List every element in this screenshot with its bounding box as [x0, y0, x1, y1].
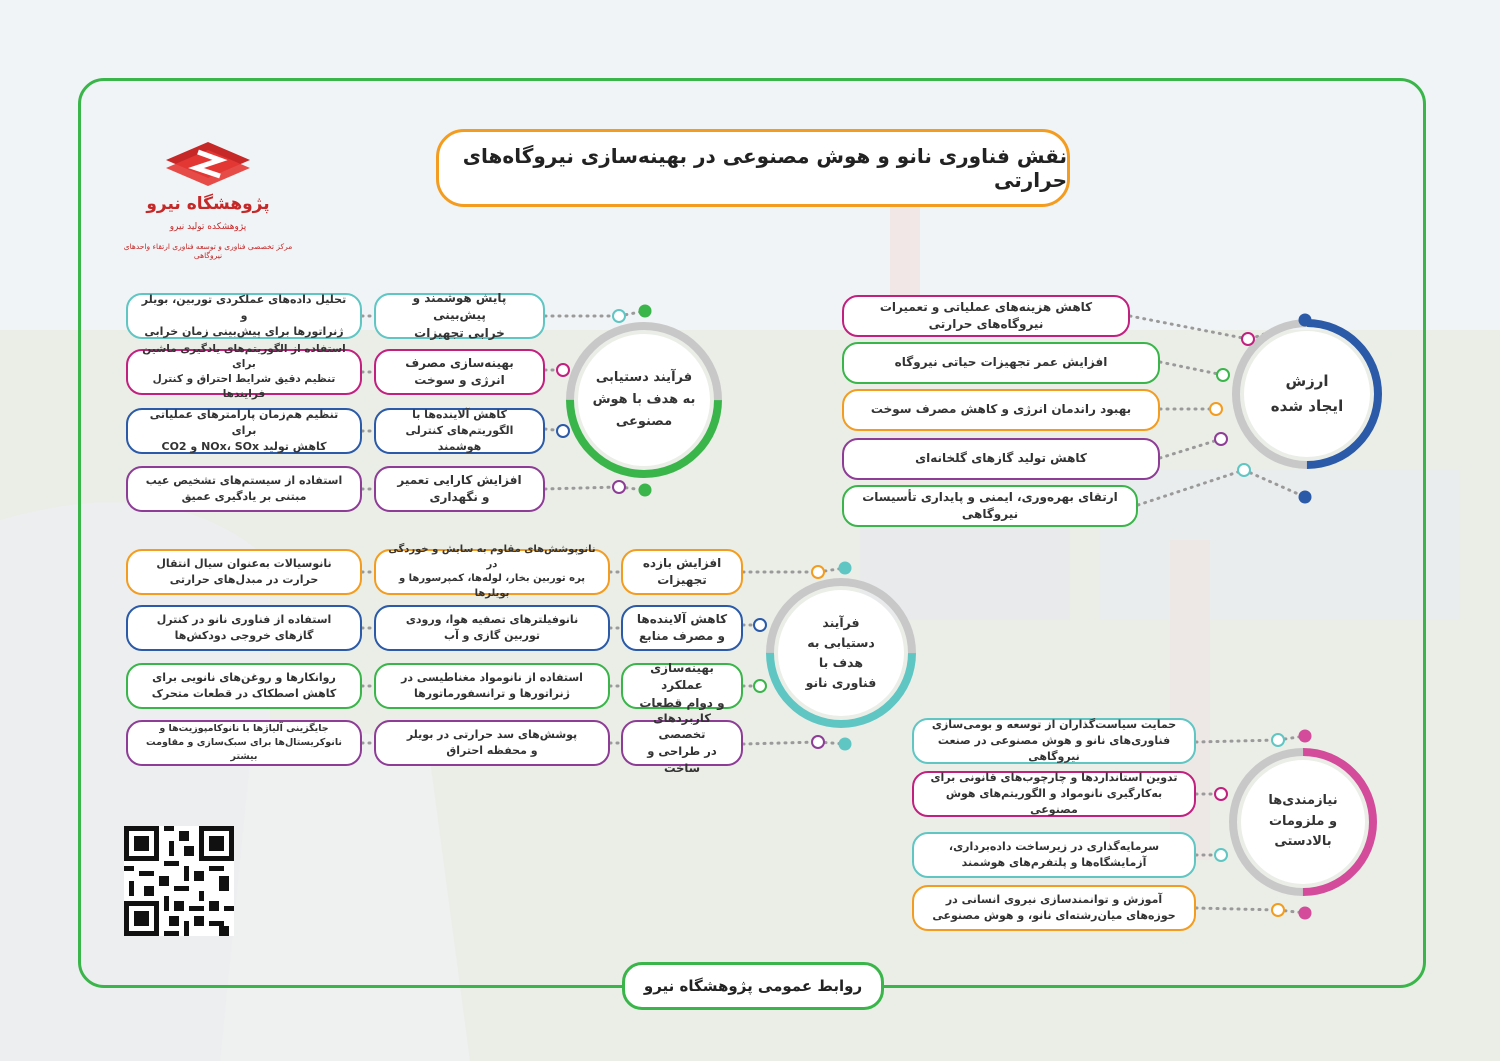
value-item-4	[842, 438, 1160, 480]
requirements-hub	[1241, 760, 1365, 884]
value-hub	[1244, 331, 1370, 457]
value-dot	[1241, 332, 1255, 346]
requirement-item-label: حمایت سیاست‌گذاران از توسعه و بومی‌سازی فناوری‌های نانو و هوش مصنوعی در صنعت نیروگاهی	[931, 718, 1177, 763]
requirements-dot	[1214, 848, 1228, 862]
ai-goal-4	[374, 466, 545, 512]
ai-method-label: تنظیم هم‌زمان پارامترهای عملیاتی برای کاهش تولید NOx، SOx و CO2	[149, 408, 339, 453]
nano-goal-label: کاهش آلاینده‌ها و مصرف منابع	[636, 611, 728, 643]
logo-subtitle: پژوهشکده تولید نیرو	[169, 222, 247, 232]
requirements-dot	[1214, 787, 1228, 801]
ai-goal-3	[374, 408, 545, 454]
requirement-item-label: سرمایه‌گذاری در زیرساخت داده‌برداری، آزمایشگاه‌ها و پلتفرم‌های هوشمند	[948, 840, 1160, 869]
nano-hub-label: فرآیند دستیابی به هدف با فناوری نانو	[805, 615, 877, 690]
ai-goal-1	[374, 290, 545, 340]
nano-dot	[753, 679, 767, 693]
value-item-2	[842, 342, 1160, 384]
ai-goal-label: کاهش آلاینده‌ها با الگوریتم‌های کنترلی هوشمند	[405, 408, 514, 453]
logo-name: پژوهشگاه نیرو	[146, 194, 270, 214]
nano-goal-label: کاربردهای تخصصی در طراحی و ساخت	[647, 710, 717, 775]
footer-label: روابط عمومی پژوهشگاه نیرو	[622, 962, 884, 1010]
nano-dot	[811, 735, 825, 749]
nano-method-2	[374, 605, 610, 651]
nano-dot	[753, 618, 767, 632]
ai-method-label: استفاده از الگوریتم‌های یادگیری ماشین برای تنظیم دقیق شرایط احتراق و کنترل فرایندها	[142, 342, 346, 401]
nano-dot-top	[839, 562, 852, 575]
value-item-label: ارتقای بهره‌وری، ایمنی و پایداری تأسیسات نیروگاهی	[862, 489, 1118, 521]
nano-goal-2	[621, 605, 743, 651]
qr-code	[124, 826, 234, 936]
ai-dot-bottom	[639, 484, 652, 497]
value-item-5	[842, 485, 1138, 527]
ai-dot	[612, 309, 626, 323]
nano-method-3	[374, 663, 610, 709]
ai-method-3	[126, 408, 362, 454]
nano-goal-4	[621, 710, 743, 775]
value-item-1	[842, 295, 1130, 337]
nano-method-label: نانوپوشش‌های مقاوم به سایش و خوردگی در پره توربین بخار، لوله‌ها، کمپرسورها و بویلرها	[388, 544, 596, 599]
requirement-item-label: تدوین استانداردها و چارچوب‌های قانونی برای به‌کارگیری نانومواد و الگوریتم‌های هوش مصنوعی	[930, 771, 1178, 816]
value-dot	[1214, 432, 1228, 446]
ai-goal-label: افزایش کارایی تعمیر و نگهداری	[397, 472, 522, 504]
value-item-3	[842, 389, 1160, 431]
requirements-hub-label: نیازمندی‌ها و ملزومات بالادستی	[1268, 792, 1338, 850]
page-title: نقش فناوری نانو و هوش مصنوعی در بهینه‌سازی نیروگاه‌های حرارتی	[436, 129, 1070, 207]
nano-goal-label: بهینه‌سازی عملکرد و دوام قطعات	[639, 660, 725, 710]
requirement-item-3	[912, 832, 1196, 878]
value-item-label: کاهش هزینه‌های عملیاتی و تعمیرات نیروگاه‌های حرارتی	[879, 299, 1093, 331]
ai-dot-top	[639, 305, 652, 318]
nano-hub	[778, 590, 904, 716]
logo-tagline: مرکز تخصصی فناوری و توسعه فناوری ارتقاء واحدهای نیروگاهی	[123, 242, 293, 260]
nano-dot-bottom	[839, 738, 852, 751]
nano-outer-label: استفاده از فناوری نانو در کنترل گازهای خروجی دودکش‌ها	[156, 613, 332, 642]
requirement-item-2	[912, 771, 1196, 817]
value-item-label: بهبود راندمان انرژی و کاهش مصرف سوخت	[870, 402, 1132, 417]
ai-method-1	[126, 293, 362, 339]
nano-method-1	[374, 544, 610, 599]
ai-goal-2	[374, 349, 545, 395]
value-item-label: افزایش عمر تجهیزات حیاتی نیروگاه	[894, 355, 1108, 370]
value-dot	[1237, 463, 1251, 477]
value-hub-label: ارزش ایجاد شده	[1270, 371, 1344, 415]
nano-outer-4	[126, 720, 362, 766]
nano-dot	[811, 565, 825, 579]
requirements-dot-bottom	[1299, 907, 1312, 920]
nano-outer-label: روانکارها و روغن‌های نانویی برای کاهش اصطکاک در قطعات متحرک	[151, 671, 337, 700]
requirements-dot	[1271, 733, 1285, 747]
requirement-item-label: آموزش و توانمندسازی نیروی انسانی در حوزه‌های میان‌رشته‌ای نانو، و هوش مصنوعی	[932, 893, 1176, 922]
requirement-item-1	[912, 718, 1196, 764]
ai-method-4	[126, 466, 362, 512]
value-dot-bottom	[1299, 491, 1312, 504]
nano-method-label: استفاده از نانومواد مغناطیسی در ژنراتورها و ترانسفورماتورها	[401, 671, 583, 700]
ai-goal-label: بهینه‌سازی مصرف انرژی و سوخت	[405, 355, 514, 387]
value-dot	[1216, 368, 1230, 382]
nano-method-4	[374, 720, 610, 766]
nano-method-label: نانوفیلترهای تصفیه هوا، ورودی توربین گازی و آب	[405, 613, 579, 642]
ai-method-2	[126, 342, 362, 401]
value-dot	[1209, 402, 1223, 416]
ai-dot	[556, 363, 570, 377]
nano-method-label: پوشش‌های سد حرارتی در بویلر و محفظه احتراق	[406, 728, 578, 757]
ai-method-label: تحلیل داده‌های عملکردی توربین، بویلر و ژنراتورها برای پیش‌بینی زمان خرابی	[141, 293, 347, 338]
value-item-label: کاهش تولید گازهای گلخانه‌ای	[915, 451, 1087, 466]
requirements-dot	[1271, 903, 1285, 917]
nano-outer-label: نانوسیالات به‌عنوان سیال انتقال حرارت در مبدل‌های حرارتی	[156, 557, 332, 586]
nano-outer-3	[126, 663, 362, 709]
ai-hub	[578, 334, 710, 466]
nano-goal-3	[621, 660, 743, 710]
requirement-item-4	[912, 885, 1196, 931]
qr-code-image	[124, 826, 234, 936]
requirements-dot-top	[1299, 730, 1312, 743]
nano-outer-2	[126, 605, 362, 651]
ai-dot	[612, 480, 626, 494]
ai-hub-label: فرآیند دستیابی به هدف با هوش مصنوعی	[592, 369, 696, 430]
nano-goal-1	[621, 549, 743, 595]
ai-goal-label: پایش هوشمند و پیش‌بینی خرابی تجهیزات	[412, 290, 507, 340]
nano-goal-label: افزایش بازده تجهیزات	[642, 555, 722, 587]
ai-dot	[556, 424, 570, 438]
nano-outer-1	[126, 549, 362, 595]
value-dot-top	[1299, 314, 1312, 327]
nano-outer-label: جایگزینی آلیاژها با نانوکامپوزیت‌ها و نانوکریستال‌ها برای سبک‌سازی و مقاومت بیشتر	[146, 723, 342, 762]
ai-method-label: استفاده از سیستم‌های تشخیص عیب مبتنی بر یادگیری عمیق	[145, 474, 343, 503]
